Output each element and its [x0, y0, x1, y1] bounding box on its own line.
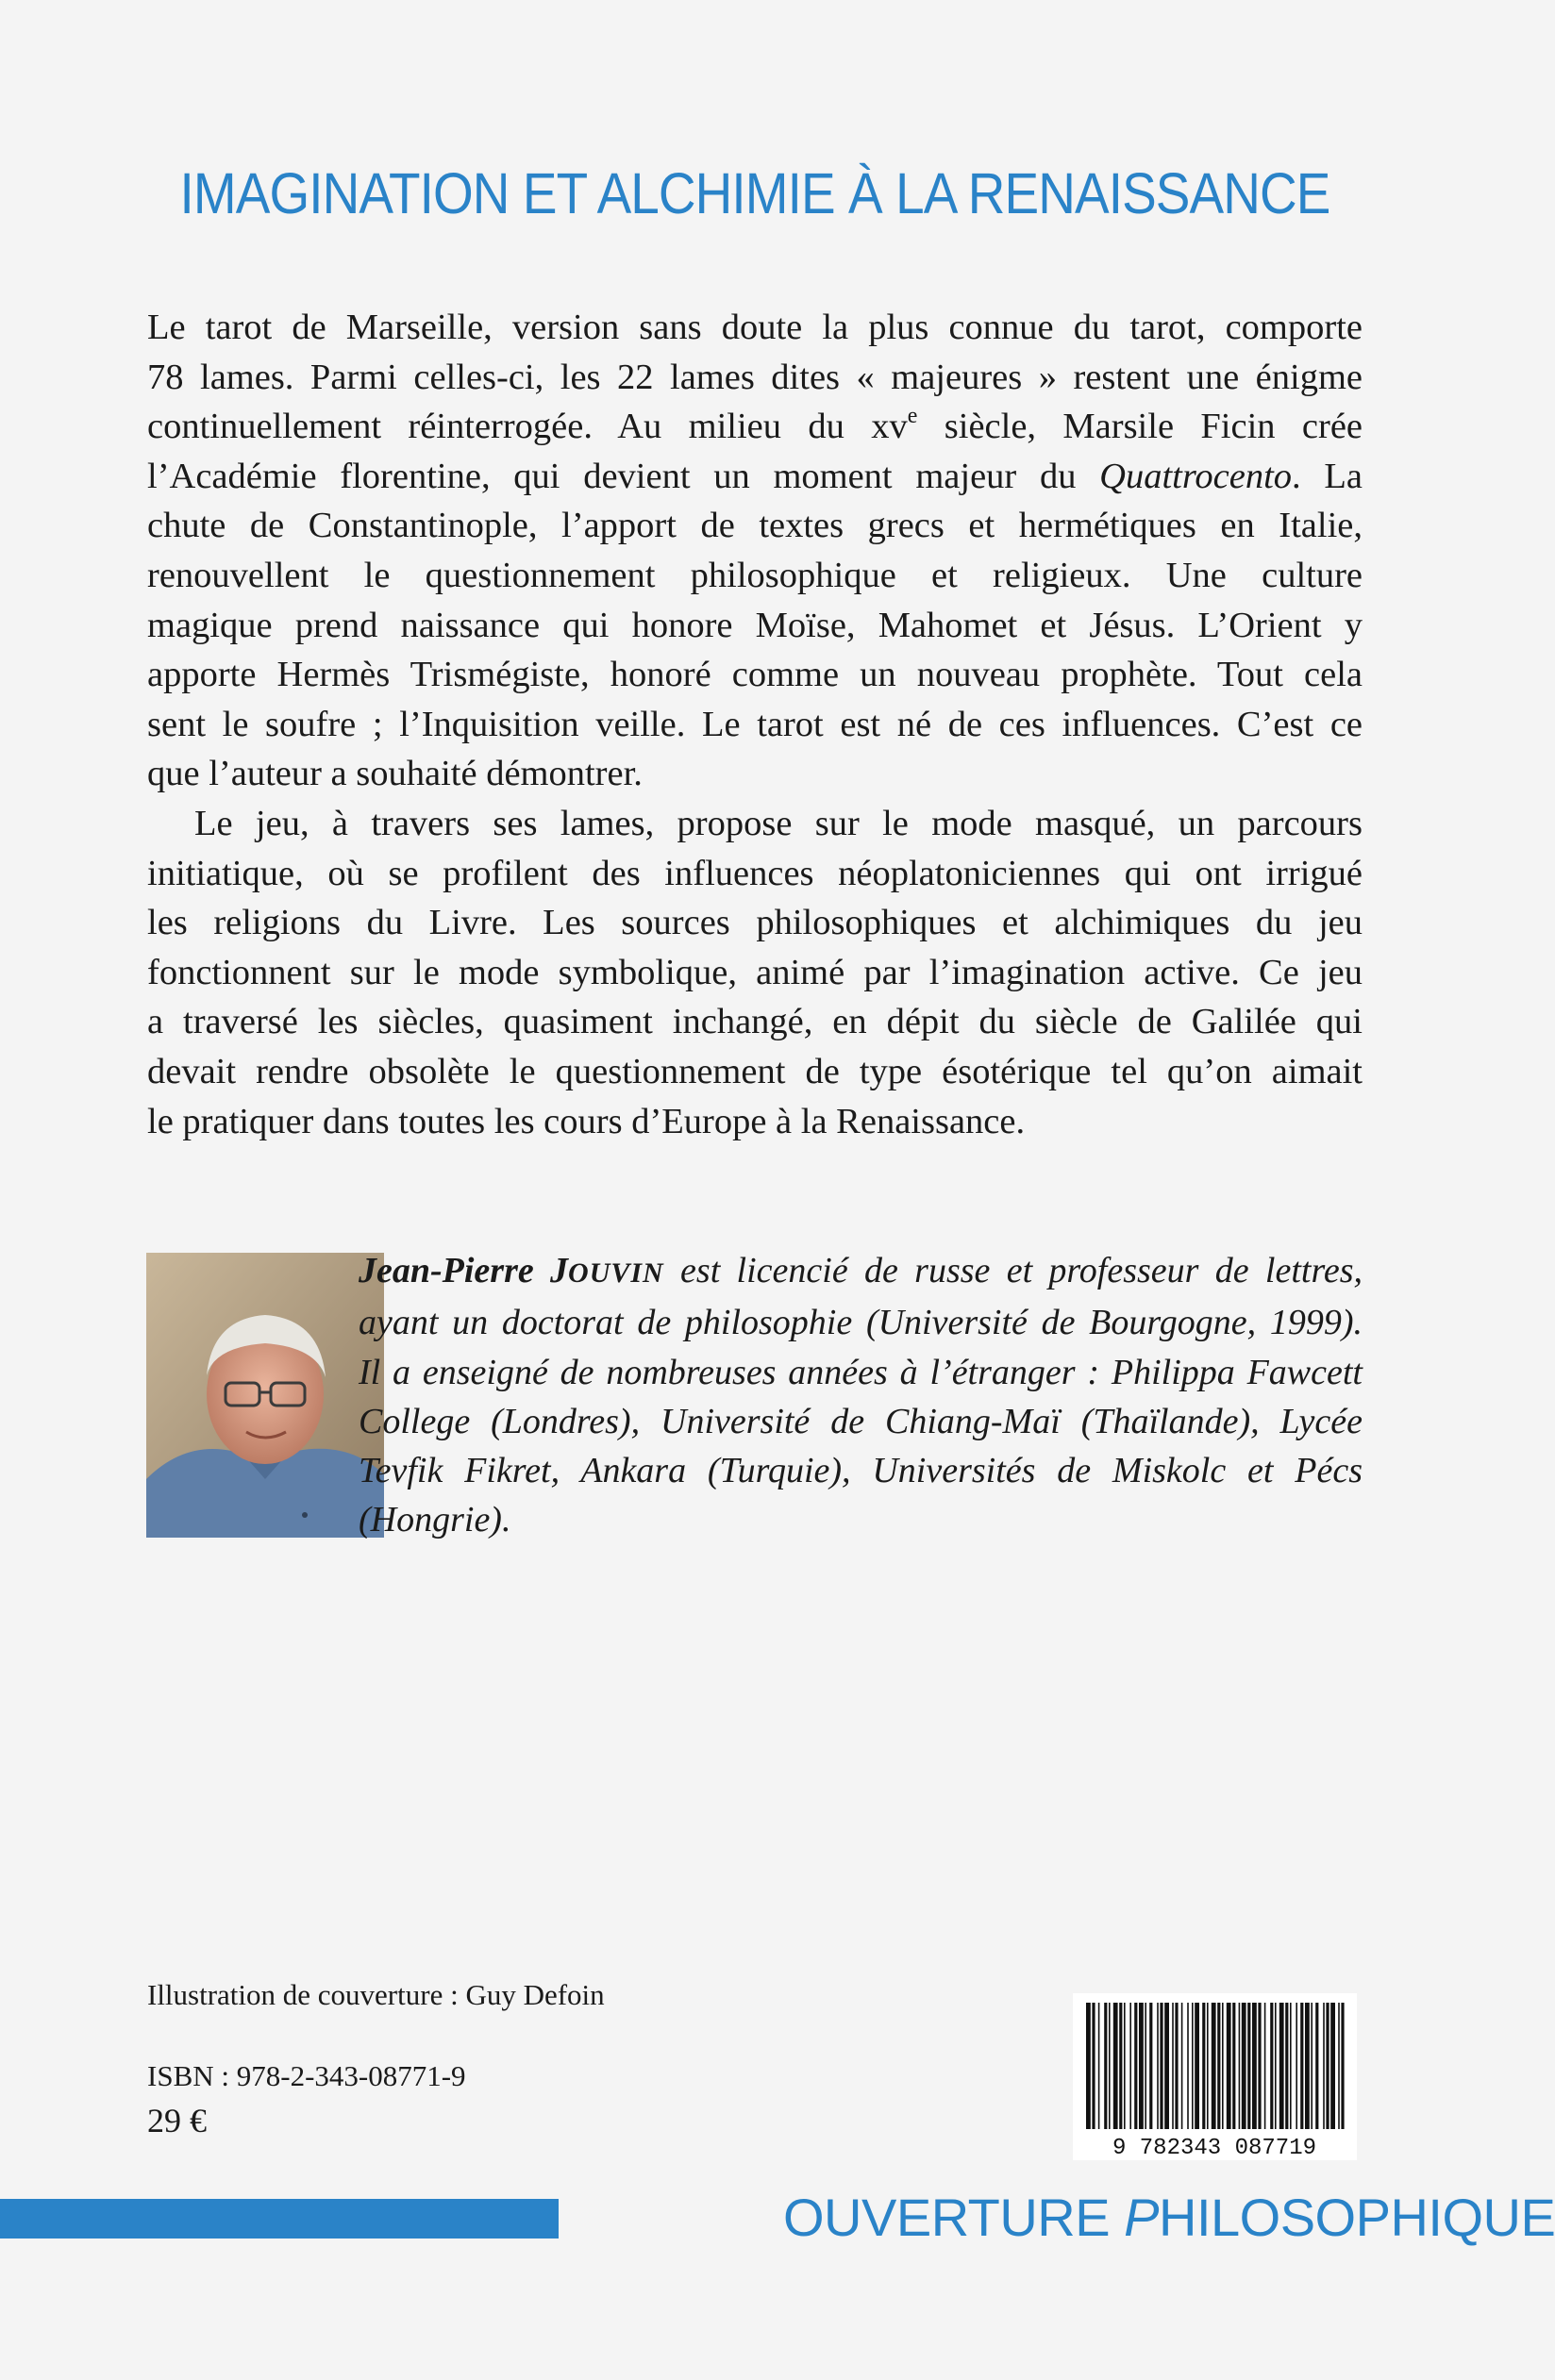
barcode-bar	[1113, 2003, 1118, 2129]
barcode-bar	[1145, 2003, 1146, 2129]
barcode-bar	[1270, 2003, 1273, 2129]
bio-line: ayant un doctorat de philosophie (Université de Bourgogne, 1999).	[359, 1303, 1363, 1343]
barcode-bar	[1149, 2003, 1152, 2129]
barcode-bar	[1187, 2003, 1189, 2129]
desc-line: Le jeu, à travers ses lames, propose sur le mode masqué, un parcours	[194, 803, 1363, 843]
desc-line: apporte Hermès Trismégiste, honoré comme un nouveau prophète. Tout cela	[147, 655, 1363, 695]
barcode-bar	[1305, 2003, 1310, 2129]
barcode-bar	[1338, 2003, 1340, 2129]
desc-line: les religions du Livre. Les sources philosophiques et alchimiques du jeu	[147, 903, 1363, 943]
barcode-bar	[1264, 2003, 1266, 2129]
bio-line: College (Londres), Université de Chiang-Maï (Thaïlande), Lycée	[359, 1401, 1363, 1441]
bio-line: Jean-Pierre JOUVIN est licencié de russe et professeur de lettres,	[359, 1251, 1363, 1290]
bio-line: Tevfik Fikret, Ankara (Turquie), Universités de Miskolc et Pécs	[359, 1451, 1363, 1491]
author-photo	[146, 1253, 384, 1538]
desc-line: chute de Constantinople, l’apport de textes grecs et hermétiques en Italie,	[147, 506, 1363, 546]
isbn: ISBN : 978-2-343-08771-9	[147, 2059, 466, 2092]
desc-line: magique prend naissance qui honore Moïse, Mahomet et Jésus. L’Orient y	[147, 605, 1363, 645]
barcode-bars	[1086, 2003, 1345, 2129]
barcode-bar	[1134, 2003, 1137, 2129]
barcode-bar	[1092, 2003, 1095, 2129]
bio-line: Il a enseigné de nombreuses années à l’étranger : Philippa Fawcett	[359, 1352, 1363, 1392]
barcode-bar	[1311, 2003, 1313, 2129]
desc-line: devait rendre obsolète le questionnement de type ésotérique tel qu’on aimait	[147, 1051, 1363, 1091]
desc-line: Le tarot de Marseille, version sans doute la plus connue du tarot, comporte	[147, 308, 1363, 347]
desc-line: continuellement réinterrogée. Au milieu du $xv^e$ siècle, Marsile Ficin crée	[147, 404, 1363, 447]
barcode-bar	[1119, 2003, 1122, 2129]
bio-line: (Hongrie).	[359, 1500, 511, 1540]
barcode-bar	[1323, 2003, 1325, 2129]
barcode-bar	[1239, 2003, 1241, 2129]
price: 29 €	[147, 2102, 207, 2139]
desc-line: a traversé les siècles, quasiment inchangé, en dépit du siècle de Galilée qui	[147, 1002, 1363, 1042]
description	[147, 303, 1363, 1146]
desc-line: sent le soufre ; l’Inquisition veille. Le tarot est né de ces influences. C’est ce	[147, 704, 1363, 744]
barcode-bar	[1212, 2003, 1216, 2129]
barcode-digits: 9 782343 087719	[1112, 2136, 1317, 2161]
desc-line: initiatique, où se profilent des influences néoplatoniciennes qui ont irrigué	[147, 853, 1363, 893]
barcode-bar	[1202, 2003, 1205, 2129]
barcode-bar	[1139, 2003, 1144, 2129]
barcode-bar	[1247, 2003, 1250, 2129]
barcode-bar	[1341, 2003, 1344, 2129]
barcode-bar	[1217, 2003, 1220, 2129]
barcode-bar	[1330, 2003, 1335, 2129]
barcode-bar	[1315, 2003, 1318, 2129]
cover-credit: Illustration de couverture : Guy Defoin	[147, 1978, 605, 2011]
barcode-bar	[1252, 2003, 1257, 2129]
barcode-bar	[1300, 2003, 1303, 2129]
barcode-bar	[1164, 2003, 1169, 2129]
barcode-bar	[1207, 2003, 1209, 2129]
barcode-bar	[1192, 2003, 1194, 2129]
barcode	[1073, 1993, 1357, 2160]
barcode-bar	[1285, 2003, 1288, 2129]
barcode-bar	[1227, 2003, 1231, 2129]
desc-line: l’Académie florentine, qui devient un moment majeur du Quattrocento. La	[147, 456, 1363, 496]
desc-line: renouvellent le questionnement philosophique et religieux. Une culture	[147, 555, 1363, 595]
barcode-bar	[1124, 2003, 1126, 2129]
barcode-bar	[1296, 2003, 1297, 2129]
barcode-bar	[1175, 2003, 1178, 2129]
barcode-bar	[1129, 2003, 1131, 2129]
desc-line: fonctionnent sur le mode symbolique, animé par l’imagination active. Ce jeu	[147, 952, 1363, 992]
collection-name: OUVERTURE PHILOSOPHIQUE	[783, 2188, 1555, 2247]
barcode-bar	[1195, 2003, 1199, 2129]
barcode-bar	[1157, 2003, 1159, 2129]
desc-line: le pratiquer dans toutes les cours d’Europe à la Renaissance.	[147, 1101, 1026, 1141]
author-name: Jean-Pierre J	[359, 1251, 569, 1290]
barcode-bar	[1104, 2003, 1107, 2129]
barcode-bar	[1109, 2003, 1111, 2129]
desc-line: que l’auteur a souhaité démontrer.	[147, 754, 643, 794]
barcode-bar	[1242, 2003, 1246, 2129]
barcode-bar	[1222, 2003, 1224, 2129]
barcode-bar	[1160, 2003, 1162, 2129]
accent-bar	[0, 2199, 559, 2239]
barcode-bar	[1232, 2003, 1235, 2129]
barcode-bar	[1098, 2003, 1100, 2129]
barcode-bar	[1172, 2003, 1174, 2129]
author-surname: OUVIN	[568, 1257, 664, 1289]
barcode-bar	[1275, 2003, 1277, 2129]
barcode-bar	[1086, 2003, 1091, 2129]
barcode-bar	[1326, 2003, 1329, 2129]
author-bio	[359, 1246, 1363, 1545]
barcode-bar	[1279, 2003, 1284, 2129]
barcode-bar	[1258, 2003, 1261, 2129]
desc-line: 78 lames. Parmi celles-ci, les 22 lames dites « majeures » restent une énigme	[147, 357, 1363, 397]
book-title: IMAGINATION ET ALCHIMIE À LA RENAISSANCE	[179, 161, 1330, 225]
barcode-bar	[1181, 2003, 1183, 2129]
barcode-bar	[1290, 2003, 1292, 2129]
